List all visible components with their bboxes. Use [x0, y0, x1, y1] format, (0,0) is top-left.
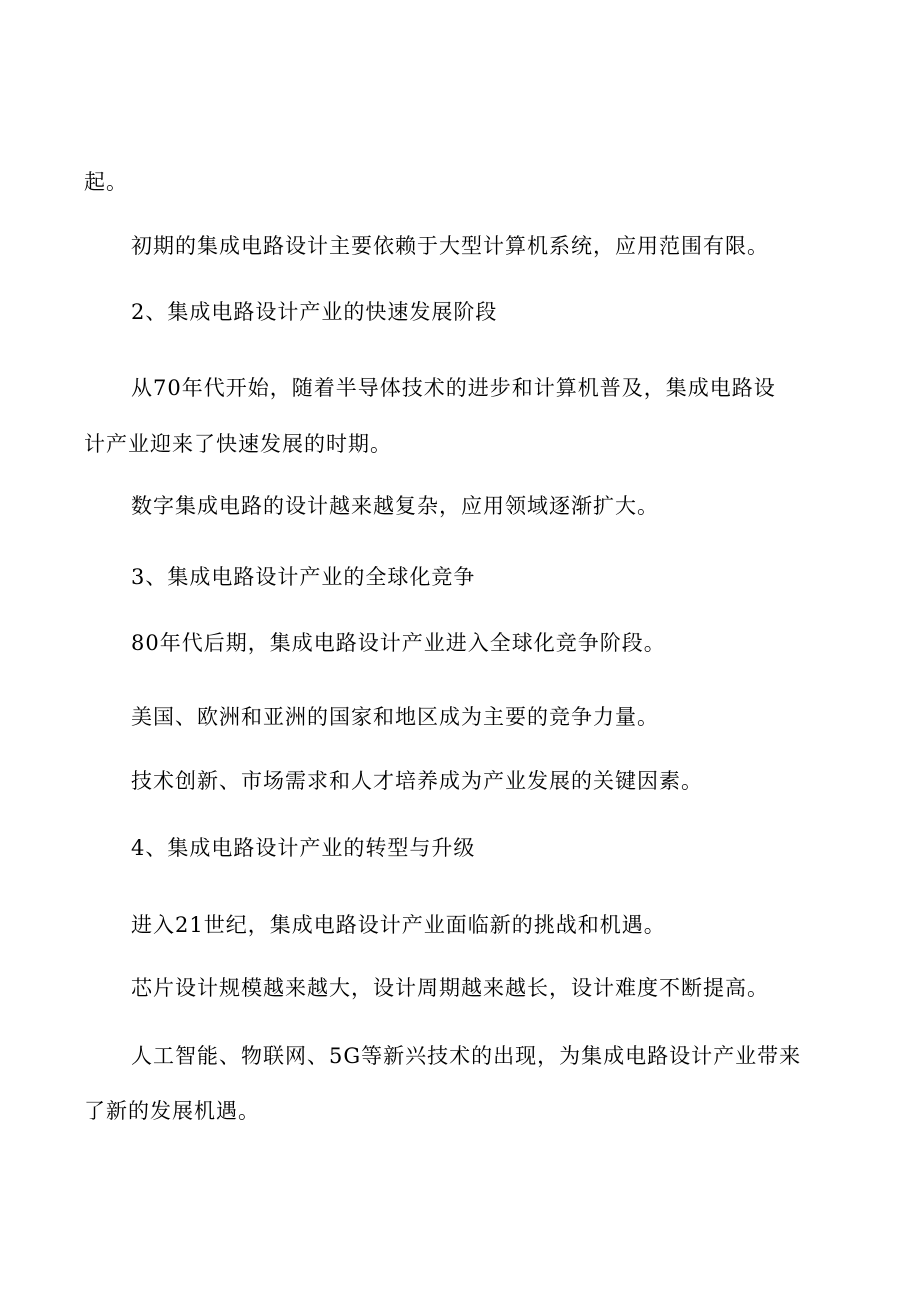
paragraph: 从70年代开始，随着半导体技术的进步和计算机普及，集成电路设 — [131, 376, 776, 400]
paragraph-continuation: 起。 — [84, 170, 128, 194]
section-heading: 2、集成电路设计产业的快速发展阶段 — [131, 300, 498, 324]
paragraph: 芯片设计规模越来越大，设计周期越来越长，设计难度不断提高。 — [131, 976, 769, 1000]
paragraph: 美国、欧洲和亚洲的国家和地区成为主要的竞争力量。 — [131, 705, 659, 729]
paragraph-continuation: 了新的发展机遇。 — [84, 1099, 260, 1123]
section-heading: 4、集成电路设计产业的转型与升级 — [131, 836, 476, 860]
paragraph: 初期的集成电路设计主要依赖于大型计算机系统，应用范围有限。 — [131, 234, 769, 258]
paragraph: 技术创新、市场需求和人才培养成为产业发展的关键因素。 — [131, 769, 703, 793]
paragraph: 80年代后期，集成电路设计产业进入全球化竞争阶段。 — [131, 631, 666, 655]
section-heading: 3、集成电路设计产业的全球化竞争 — [131, 565, 476, 589]
paragraph: 进入21世纪，集成电路设计产业面临新的挑战和机遇。 — [131, 913, 666, 937]
paragraph: 数字集成电路的设计越来越复杂，应用领域逐渐扩大。 — [131, 494, 659, 518]
paragraph: 人工智能、物联网、5G等新兴技术的出现，为集成电路设计产业带来 — [131, 1044, 802, 1068]
paragraph-continuation: 计产业迎来了快速发展的时期。 — [84, 432, 392, 456]
